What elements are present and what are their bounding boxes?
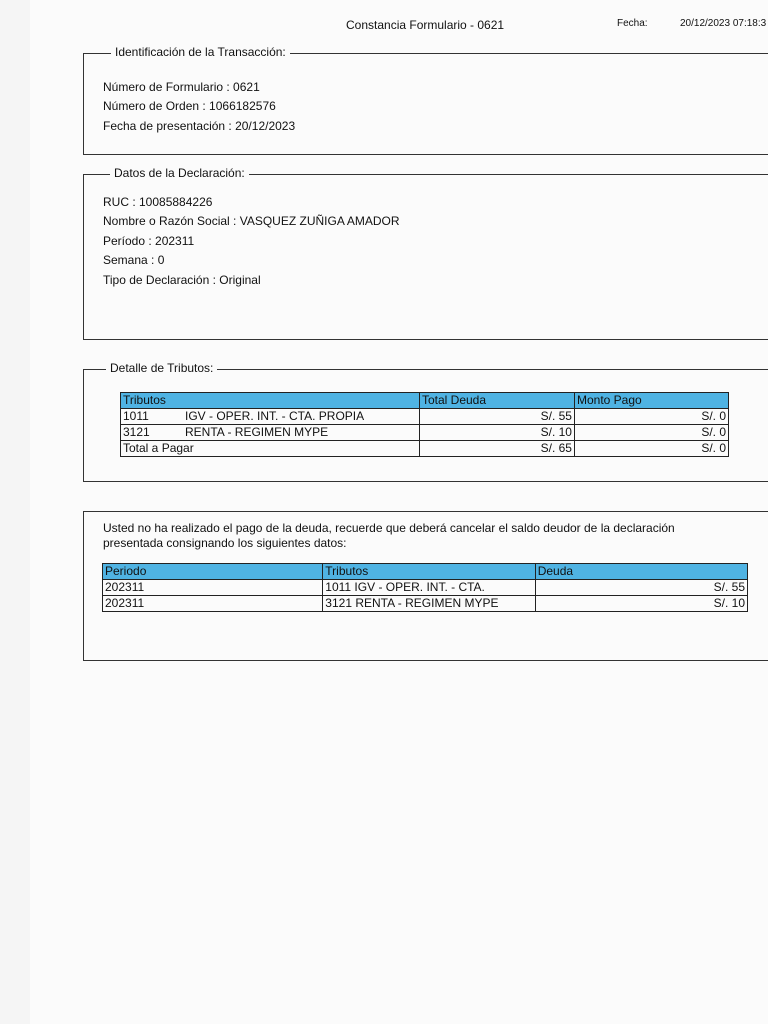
header-tributos: Tributos [121,393,420,409]
table-row [121,409,729,425]
tax-payment: S/. 0 [574,409,728,425]
header-tributos: Tributos [323,564,535,580]
week: Semana : 0 [103,253,165,267]
tax-desc: IGV - OPER. INT. - CTA. PROPIA [185,409,365,423]
tax-cell [121,409,420,425]
fecha-value: 20/12/2023 07:18:3 [680,18,767,29]
transaction-legend: Identificación de la Transacción: [111,45,290,59]
tax-payment: S/. 0 [574,425,728,441]
debt-table [102,563,748,612]
taxes-table [120,392,729,457]
notice-text-2: presentada consignando los siguientes datos: [103,536,347,550]
header-deuda: Deuda [535,564,747,580]
tax-cell [121,425,420,441]
header-total-deuda: Total Deuda [419,393,574,409]
tax-debt: S/. 10 [419,425,574,441]
ruc: RUC : 10085884226 [103,195,213,209]
table-row [103,580,748,596]
declaration-legend: Datos de la Declaración: [110,166,249,180]
debt-tax: 1011 IGV - OPER. INT. - CTA. [323,580,535,596]
total-debt: S/. 65 [419,441,574,457]
tax-debt: S/. 55 [419,409,574,425]
table-row [103,596,748,612]
debt-period: 202311 [103,580,323,596]
debt-amount: S/. 55 [535,580,747,596]
presentation-date: Fecha de presentación : 20/12/2023 [103,119,296,133]
table-header-row [103,564,748,580]
total-payment: S/. 0 [574,441,728,457]
declaration-type: Tipo de Declaración : Original [103,273,261,287]
total-label: Total a Pagar [121,441,420,457]
taxes-legend: Detalle de Tributos: [106,361,217,375]
header-monto-pago: Monto Pago [574,393,728,409]
form-number: Número de Formulario : 0621 [103,80,260,94]
tax-desc: RENTA - REGIMEN MYPE [185,425,329,439]
document-title: Constancia Formulario - 0621 [346,18,505,32]
order-number: Número de Orden : 1066182576 [103,99,276,113]
notice-text-1: Usted no ha realizado el pago de la deuda, recuerde que deberá cancelar el saldo deudor de la declaración [103,521,675,535]
tax-code: 1011 [123,409,149,423]
fecha-label: Fecha: [617,18,648,29]
period: Período : 202311 [103,234,195,248]
header-periodo: Periodo [103,564,323,580]
table-total-row [121,441,729,457]
tax-code: 3121 [123,425,150,439]
table-row [121,425,729,441]
debt-period: 202311 [103,596,323,612]
business-name: Nombre o Razón Social : VASQUEZ ZUÑIGA AMADOR [103,214,400,228]
debt-amount: S/. 10 [535,596,747,612]
table-header-row [121,393,729,409]
debt-tax: 3121 RENTA - REGIMEN MYPE [323,596,535,612]
page-margin [0,0,30,1024]
